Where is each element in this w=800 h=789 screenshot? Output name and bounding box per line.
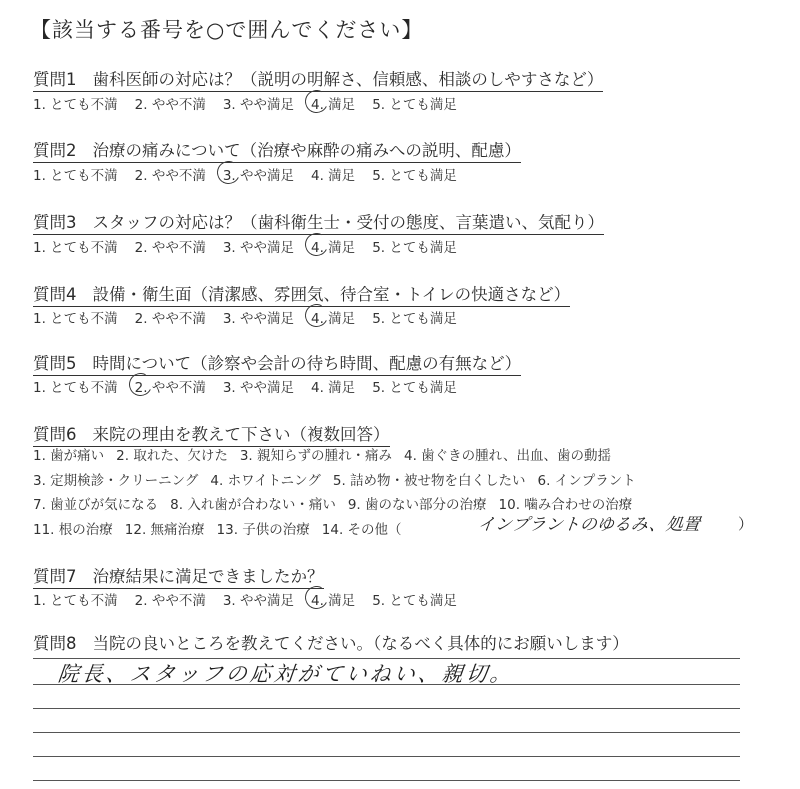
answer-line [33,756,740,757]
other-reason-handwriting: インプラントのゆるみ、処置 [476,515,701,535]
option-selected[interactable]: 4. 満足 [311,589,355,609]
reason-item[interactable]: 10. 噛み合わせの治療 [498,497,633,513]
question-5-title: 質問5 時間について（診察や会計の待ち時間、配慮の有無など） [33,350,521,376]
answer-line [33,684,740,685]
reason-item[interactable]: 13. 子供の治療 [216,521,310,538]
option[interactable]: 1. とても不満 [33,168,118,184]
question-3-options [33,236,474,256]
answer-line [33,708,740,709]
option[interactable]: 5. とても満足 [372,593,457,609]
page-heading: 【該当する番号を○で囲んでください】 [30,18,424,42]
question-4-title: 質問4 設備・衛生面（清潔感、雰囲気、待合室・トイレの快適さなど） [33,281,570,307]
question-7-options [33,589,474,609]
option[interactable]: 5. とても満足 [372,168,457,184]
free-answer-handwriting: 院長、スタッフの応対がていねい、親切。 [56,662,516,686]
reason-item[interactable]: 7. 歯並びが気になる [33,497,159,513]
question-7-title: 質問7 治療結果に満足できましたか？ [33,563,324,589]
option[interactable]: 2. やや不満 [134,97,206,113]
option[interactable]: 5. とても満足 [372,97,457,113]
option[interactable]: 1. とても不満 [33,240,118,256]
reason-item[interactable]: 4. 歯ぐきの腫れ、出血、歯の動揺 [404,448,611,464]
option[interactable]: 1. とても不満 [33,380,118,396]
option[interactable]: 3. やや満足 [222,97,295,113]
reason-row [33,469,648,494]
reason-item[interactable]: 1. 歯が痛い [33,448,105,464]
question-2-options [33,164,474,184]
option[interactable]: 5. とても満足 [372,380,457,396]
option-selected[interactable]: 2. やや不満 [135,376,206,396]
reason-item[interactable]: 6. インプラント [537,472,636,489]
option[interactable]: 1. とても不満 [33,593,118,609]
reason-item[interactable]: 12. 無痛治療 [124,521,205,538]
question-1-title: 質問1 歯科医師の対応は？（説明の明解さ、信頼感、相談のしやすさなど） [33,66,603,92]
answer-line [33,732,740,733]
option-selected[interactable]: 4. 満足 [311,307,355,327]
reason-item[interactable]: 8. 入れ歯が合わない・痛い [170,497,336,513]
option[interactable]: 2. やや不満 [134,311,206,327]
option[interactable]: 2. やや不満 [134,240,206,256]
option[interactable]: 5. とても満足 [372,311,457,327]
reason-item[interactable]: 5. 詰め物・被せ物を白くしたい [332,472,526,489]
option[interactable]: 3. やや満足 [222,380,295,396]
reason-row [33,444,648,469]
reason-item[interactable]: 14. その他（ [321,521,402,538]
option-selected[interactable]: 3. やや満足 [223,164,294,184]
option[interactable]: 4. 満足 [311,380,356,396]
option[interactable]: 2. やや不満 [134,168,206,184]
answer-line [33,780,740,781]
reason-item[interactable]: 9. 歯のない部分の治療 [347,497,487,513]
question-3-title: 質問3 スタッフの対応は？（歯科衛生士・受付の態度、言葉遣い、気配り） [33,209,604,235]
reason-item[interactable]: 3. 親知らずの腫れ・痛み [239,448,393,464]
question-4-options [33,307,474,327]
option[interactable]: 5. とても満足 [372,240,457,256]
option-selected[interactable]: 4. 満足 [311,93,355,113]
reason-item[interactable]: 3. 定期検診・クリーニング [33,472,199,489]
other-reason-close-paren: ） [738,515,754,533]
question-5-options [33,376,474,396]
option[interactable]: 3. やや満足 [222,240,295,256]
option[interactable]: 1. とても不満 [33,311,118,327]
question-8-title: 質問8 当院の良いところを教えてください。（なるべく具体的にお願いします） [33,634,629,653]
option-selected[interactable]: 4. 満足 [311,236,355,256]
option[interactable]: 2. やや不満 [134,593,206,609]
option[interactable]: 3. やや満足 [222,593,295,609]
reason-item[interactable]: 2. 取れた、欠けた [116,448,228,464]
option[interactable]: 1. とても不満 [33,97,118,113]
question-1-options [33,93,474,113]
reason-item[interactable]: 4. ホワイトニング [210,472,321,489]
question-6-title: 質問6 来院の理由を教えて下さい（複数回答） [33,421,390,447]
option[interactable]: 3. やや満足 [222,311,295,327]
question-2-title: 質問2 治療の痛みについて（治療や麻酔の痛みへの説明、配慮） [33,137,521,163]
reason-item[interactable]: 11. 根の治療 [33,521,113,538]
option[interactable]: 4. 満足 [311,168,356,184]
